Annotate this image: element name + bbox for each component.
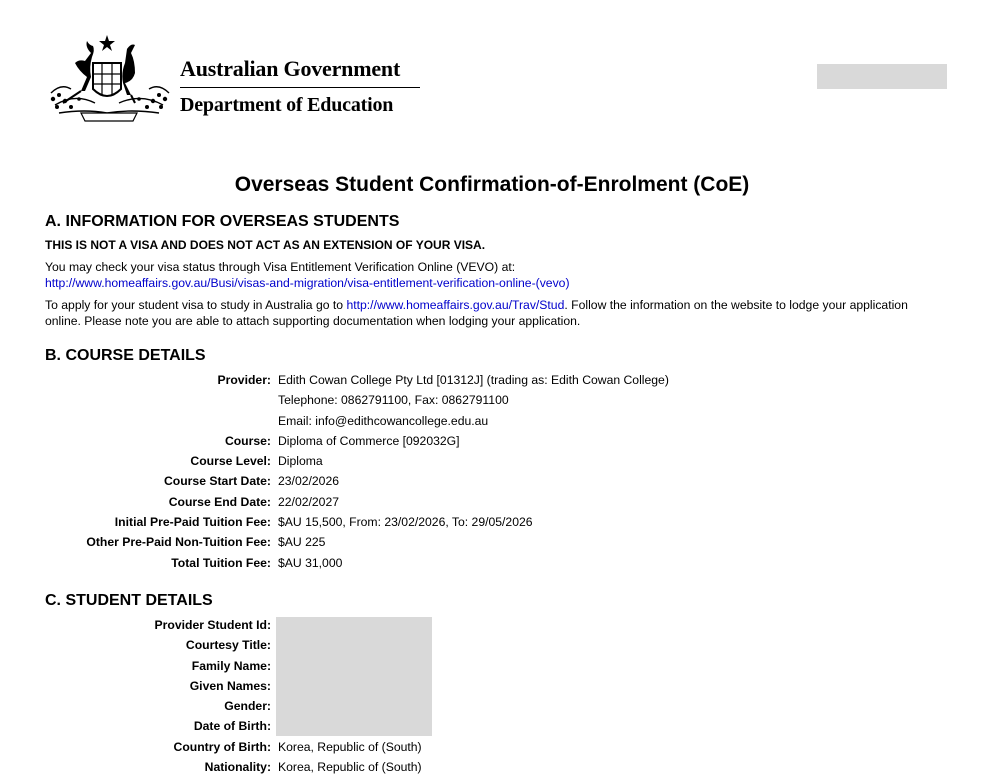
detail-row	[0, 635, 984, 655]
detail-label: Nationality:	[204, 760, 271, 775]
detail-label: Total Tuition Fee:	[171, 555, 271, 570]
section-c-heading: C. STUDENT DETAILS	[45, 592, 213, 609]
detail-value: Email: info@edithcowancollege.edu.au	[278, 413, 489, 428]
vevo-text: You may check your visa status through Visa Entitlement Verification Online (VEVO) at:	[45, 260, 516, 274]
detail-label: Courtesy Title:	[185, 638, 271, 653]
detail-value: Edith Cowan College Pty Ltd [01312J] (trading as: Edith Cowan College)	[278, 373, 669, 387]
detail-row	[0, 696, 984, 716]
detail-row	[0, 737, 984, 757]
detail-row	[0, 615, 984, 635]
coat-of-arms-icon	[45, 33, 175, 125]
detail-label: Date of Birth:	[193, 719, 271, 734]
detail-label: Course Start Date:	[163, 474, 271, 489]
detail-label: Country of Birth:	[173, 739, 271, 754]
detail-value: $AU 225	[278, 535, 326, 550]
detail-label: Course Level:	[190, 454, 271, 469]
student-details	[0, 615, 984, 777]
redacted-box	[817, 64, 947, 89]
detail-row	[0, 390, 984, 410]
apply-paragraph	[45, 297, 945, 329]
section-c-header	[45, 591, 945, 611]
detail-label: Course End Date:	[168, 494, 271, 509]
detail-row	[0, 553, 984, 573]
department-name: Department of Education	[180, 94, 394, 116]
apply-suffix: . Follow the information on the website to lodge your application online. Please note you are able to attach supporting documentation when lodging your application.	[45, 298, 908, 328]
detail-value: Korea, Republic of (South)	[278, 760, 422, 775]
detail-row	[0, 431, 984, 451]
vevo-paragraph	[45, 259, 945, 291]
detail-value: $AU 31,000	[278, 555, 343, 570]
detail-row	[0, 512, 984, 532]
detail-value: Diploma	[278, 454, 323, 469]
detail-value: 22/02/2027	[278, 494, 339, 509]
section-b-heading: B. COURSE DETAILS	[45, 347, 206, 364]
agency-divider	[180, 87, 420, 88]
detail-row	[0, 532, 984, 552]
section-a-heading: A. INFORMATION FOR OVERSEAS STUDENTS	[45, 213, 400, 230]
detail-label: Initial Pre-Paid Tuition Fee:	[114, 515, 271, 530]
detail-value: $AU 15,500, From: 23/02/2026, To: 29/05/2026	[278, 515, 533, 530]
detail-value: Diploma of Commerce [092032G]	[278, 433, 460, 448]
detail-row	[0, 492, 984, 512]
detail-label: Other Pre-Paid Non-Tuition Fee:	[86, 535, 271, 550]
detail-value: Telephone: 0862791100, Fax: 0862791100	[278, 393, 509, 408]
detail-label: Given Names:	[189, 678, 271, 693]
government-name: Australian Government	[180, 56, 401, 81]
detail-row	[0, 411, 984, 431]
detail-row	[0, 656, 984, 676]
detail-row	[0, 757, 984, 777]
detail-row	[0, 370, 984, 390]
apply-link[interactable]: http://www.homeaffairs.gov.au/Trav/Stud	[346, 298, 565, 312]
vevo-link[interactable]: http://www.homeaffairs.gov.au/Busi/visas-and-migration/visa-entitlement-verification-online-(vevo)	[45, 276, 570, 290]
apply-prefix: To apply for your student visa to study in Australia go to	[45, 298, 347, 312]
detail-label: Gender:	[224, 699, 271, 714]
visa-notice: THIS IS NOT A VISA AND DOES NOT ACT AS AN EXTENSION OF YOUR VISA.	[45, 238, 486, 252]
detail-value: 23/02/2026	[278, 474, 339, 489]
course-details	[0, 370, 984, 573]
page-header	[45, 33, 945, 125]
detail-row	[0, 451, 984, 471]
detail-label: Family Name:	[191, 658, 271, 673]
section-a	[45, 212, 945, 329]
detail-row	[0, 716, 984, 736]
detail-label: Provider:	[217, 373, 271, 387]
detail-row	[0, 471, 984, 491]
detail-label: Provider Student Id:	[154, 618, 271, 632]
section-b-header	[45, 346, 945, 366]
agency-name	[180, 55, 420, 118]
document-title: Overseas Student Confirmation-of-Enrolment (CoE)	[234, 173, 750, 196]
detail-row	[0, 676, 984, 696]
detail-label: Course:	[224, 433, 271, 448]
detail-value: Korea, Republic of (South)	[278, 739, 422, 754]
